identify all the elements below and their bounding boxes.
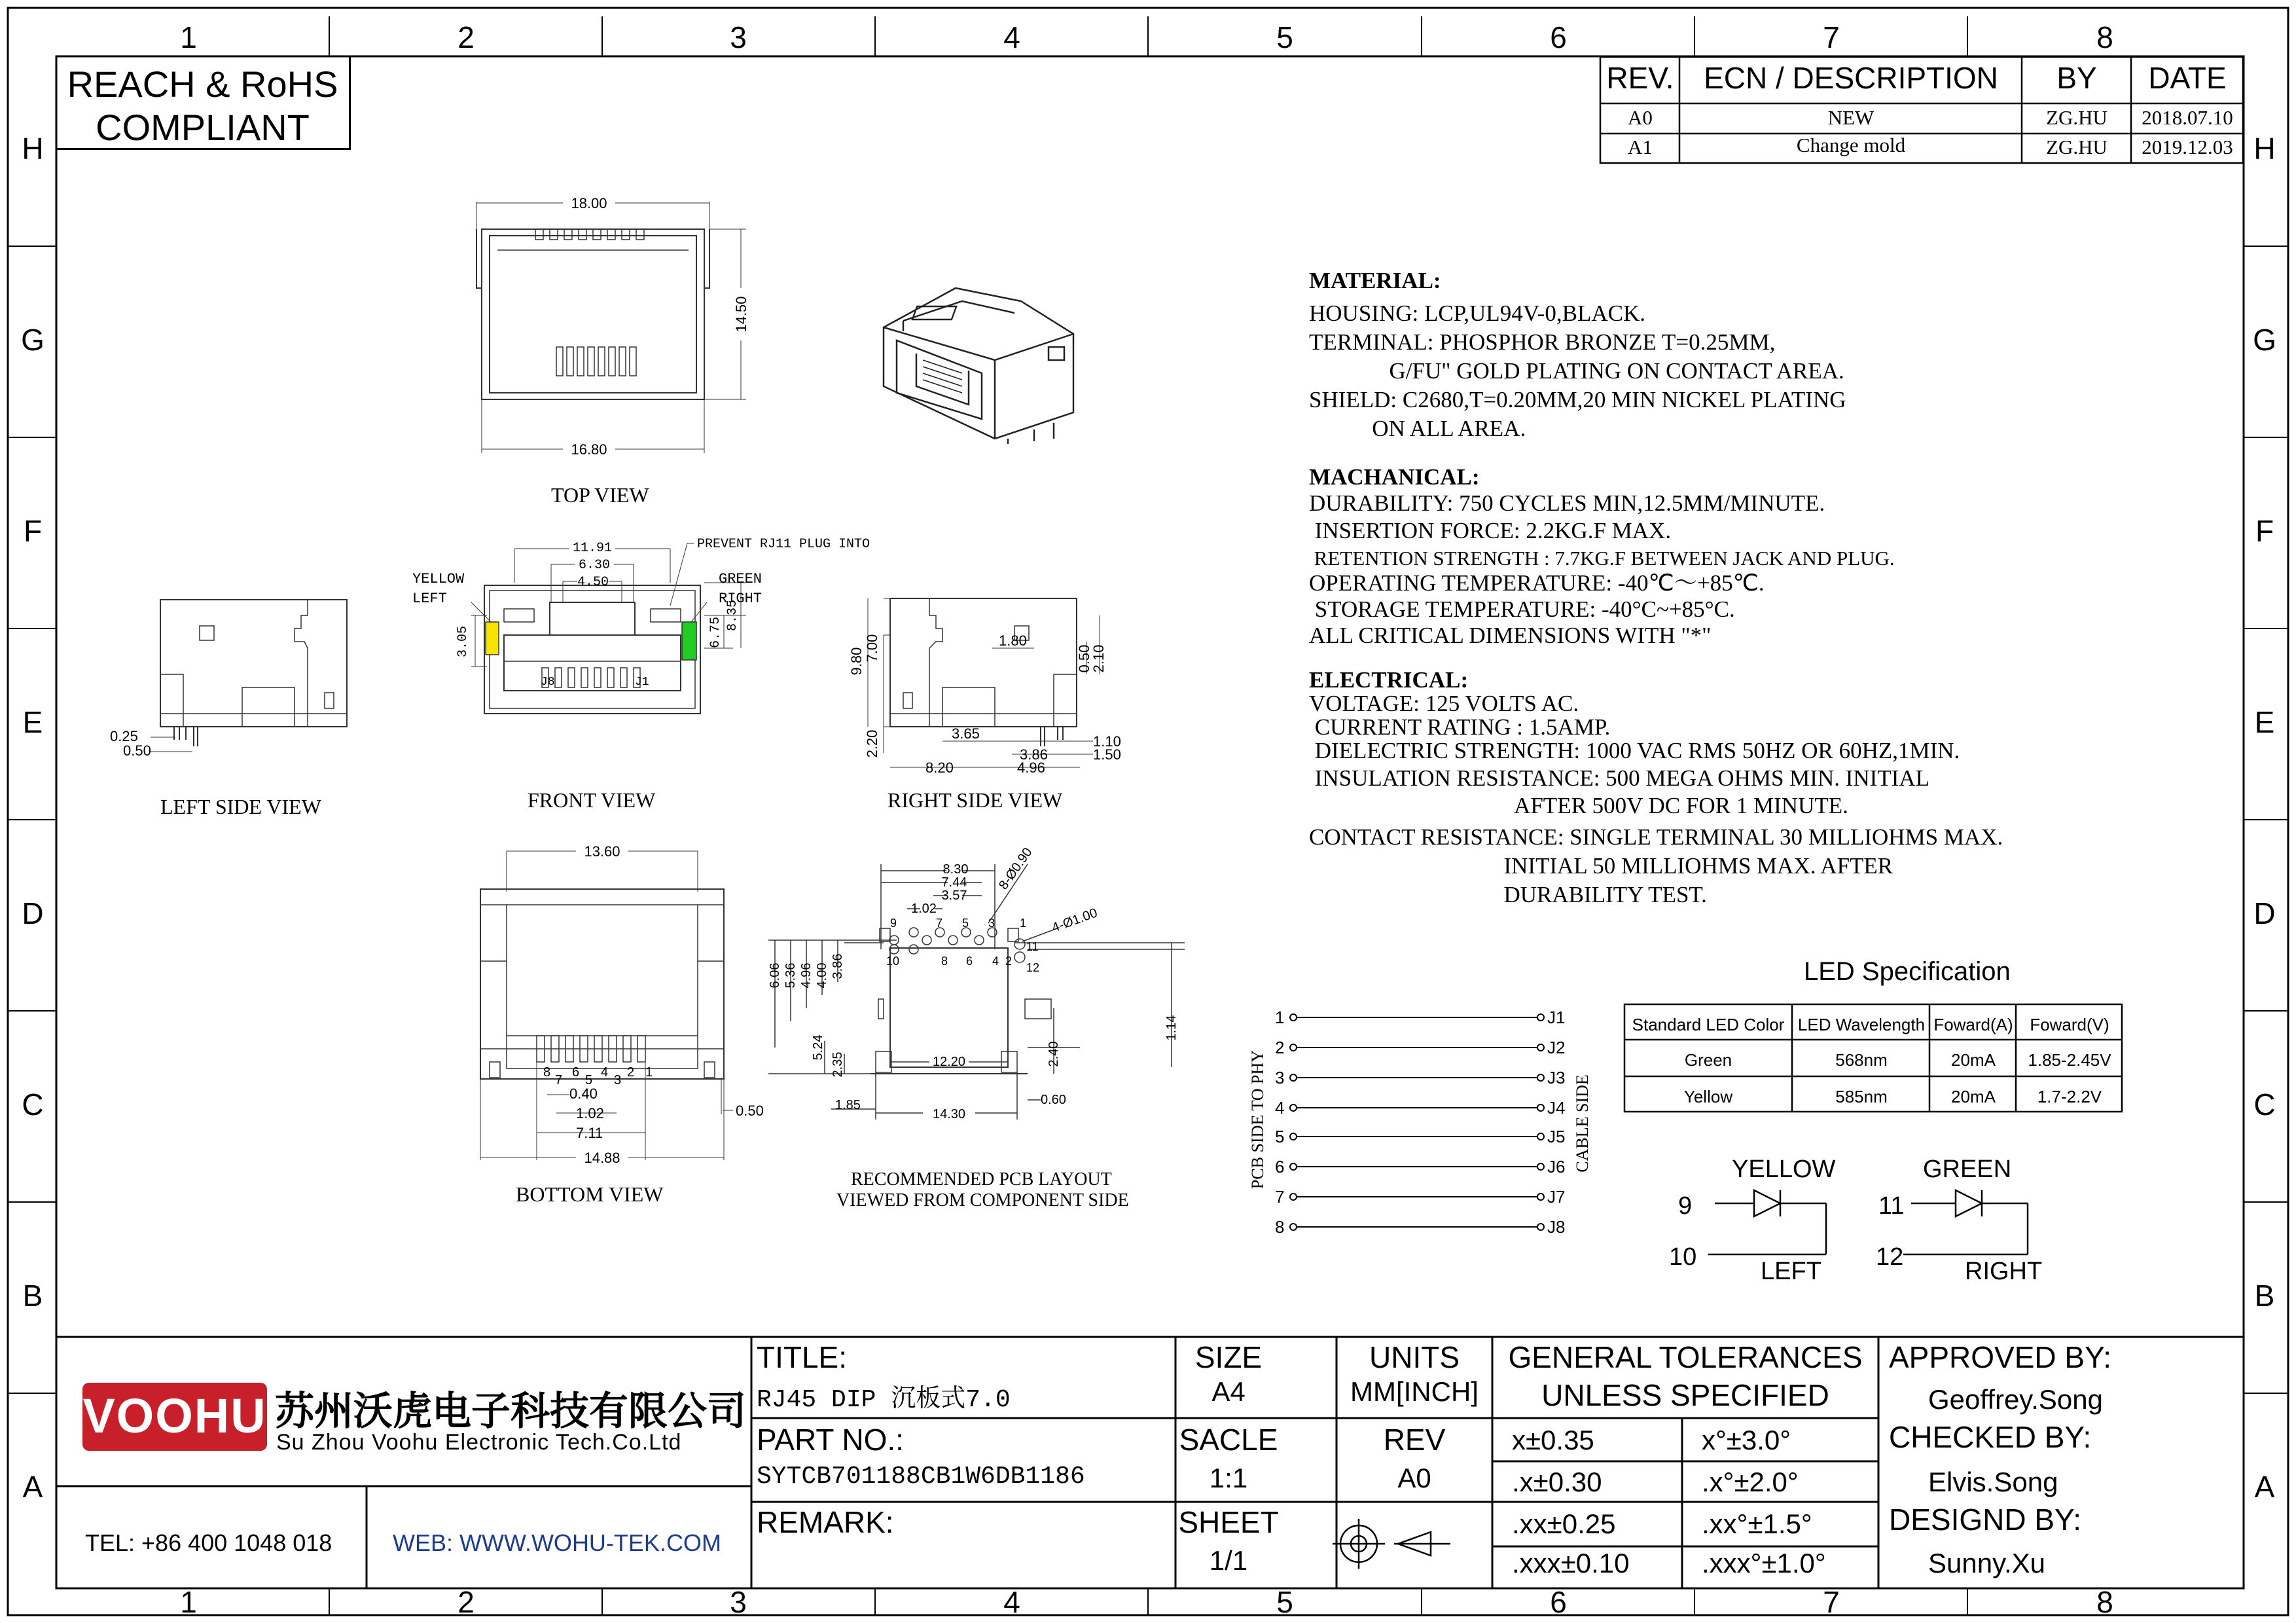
tolerances-title-2: UNLESS SPECIFIED [1541,1378,1829,1412]
checked-label: CHECKED BY: [1889,1420,2092,1454]
schem-left-pin-5: 5 [1275,1127,1285,1146]
material-line-1: HOUSING: LCP,UL94V-0,BLACK. [1309,301,1646,326]
zone-row-e-right: E [2254,705,2275,739]
pcb-layout-label-1: RECOMMENDED PCB LAYOUT [851,1169,1112,1190]
dim-630: 6.30 [578,558,611,573]
dim-980: 9.80 [848,647,865,676]
pcb-hole-100: 4-Ø1.00 [1050,905,1100,936]
pcb-dim-357: 3.57 [941,888,967,903]
yellow-side-label: LEFT [1761,1258,1821,1285]
dim-1680: 16.80 [571,441,607,458]
zone-row-h: H [22,132,44,166]
approved-value: Geoffrey.Song [1928,1384,2103,1415]
cable-side-label: CABLE SIDE [1573,1074,1592,1173]
schem-left-pin-1: 1 [1275,1008,1285,1027]
pcb-dim-386: 3.86 [831,953,845,979]
pcb-pin-10: 10 [886,955,900,968]
compliance-line1: REACH & RoHS [67,64,338,105]
schem-right-pin-j4: J4 [1547,1098,1566,1118]
mechanical-line-1: DURABILITY: 750 CYCLES MIN,12.5MM/MINUTE. [1309,490,1825,516]
rev-row-0-desc: NEW [1827,106,1874,129]
zone-row-d: D [22,896,44,930]
electrical-line-6: CONTACT RESISTANCE: SINGLE TERMINAL 30 MILLIOHMS MAX. [1309,824,2003,850]
material-heading: MATERIAL: [1309,268,1441,293]
dim-675: 6.75 [708,616,723,649]
zone-col-4-bottom: 4 [1003,1585,1020,1619]
schem-right-pin-j6: J6 [1547,1157,1566,1176]
electrical-line-3: DIELECTRIC STRENGTH: 1000 VAC RMS 50HZ OR 60HZ,1MIN. [1309,738,1960,763]
green-pin-11: 11 [1878,1192,1905,1220]
schem-right-pin-j5: J5 [1547,1127,1566,1146]
pcb-pin-3: 3 [988,917,996,930]
green-led-label: GREEN [719,571,762,587]
yellow-led-label: YELLOW [412,571,465,587]
tolerances-title-1: GENERAL TOLERANCES [1508,1340,1863,1374]
zone-col-8-bottom: 8 [2096,1585,2113,1619]
rev-value: A0 [1397,1463,1431,1493]
material-line-3: G/FU" GOLD PLATING ON CONTACT AREA. [1309,358,1844,384]
pcb-pin-12: 12 [1026,961,1040,974]
rev-row-0-date: 2018.07.10 [2142,106,2233,129]
pcb-layout-drawing [766,845,1198,1139]
pcb-side-label: PCB SIDE TO PHY [1248,1049,1267,1190]
approved-label: APPROVED BY: [1889,1340,2112,1374]
bottom-pin-3: 3 [614,1073,622,1087]
zone-col-6: 6 [1550,20,1567,54]
pcb-dim-114: 1.14 [1164,1015,1179,1041]
units-value: MM[INCH] [1350,1376,1479,1407]
zone-col-2: 2 [457,20,475,54]
pcb-dim-400: 4.00 [815,962,829,989]
tolerance-linear-3: .xxx±0.10 [1512,1548,1630,1578]
pcb-dim-744: 7.44 [941,875,967,890]
schem-left-pin-4: 4 [1275,1098,1285,1118]
rev-header-by: BY [2056,61,2097,95]
rev-header-date: DATE [2148,61,2227,95]
mechanical-heading: MACHANICAL: [1309,464,1480,490]
pcb-pin-2: 2 [1005,955,1013,968]
dim-1360: 13.60 [584,843,620,860]
led-row-0-wavelength: 568nm [1835,1050,1888,1070]
tolerance-linear-2: .xx±0.25 [1512,1508,1616,1539]
electrical-line-4: INSULATION RESISTANCE: 500 MEGA OHMS MIN. INITIAL [1309,765,1930,791]
pcb-pin-6: 6 [966,955,973,968]
pcb-dim-1220: 12.20 [932,1055,966,1069]
yellow-pin-9: 9 [1678,1192,1693,1220]
part-no-label: PART NO.: [757,1423,904,1457]
zone-row-f: F [23,514,43,548]
zone-row-g: G [21,323,45,357]
zone-row-h-right: H [2253,132,2276,166]
zone-row-e: E [22,705,43,739]
title-value: RJ45 DIP 沉板式7.0 [757,1386,1011,1414]
dim-365: 3.65 [952,725,980,742]
pcb-dim-536: 5.36 [783,962,798,989]
designed-label: DESIGND BY: [1889,1503,2081,1537]
green-side-label: RIGHT [1965,1258,2043,1285]
schem-left-pin-2: 2 [1275,1038,1285,1057]
pcb-dim-235: 2.35 [831,1051,845,1078]
schem-left-pin-8: 8 [1275,1217,1285,1237]
green-diode-label: GREEN [1923,1156,2012,1183]
rev-row-0-by: ZG.HU [2046,106,2108,129]
dim-025: 0.25 [110,728,138,744]
pin-schematic [1244,995,1610,1244]
pcb-dim-240: 2.40 [1047,1041,1061,1067]
bottom-pin-1: 1 [645,1065,653,1080]
schem-left-pin-7: 7 [1275,1187,1285,1207]
zone-col-6-bottom: 6 [1550,1585,1567,1619]
zone-col-7-bottom: 7 [1823,1585,1840,1619]
zone-row-c: C [22,1087,44,1122]
zone-row-f-right: F [2255,514,2274,548]
bottom-view-label: BOTTOM VIEW [516,1182,664,1206]
bottom-pin-2: 2 [627,1065,635,1080]
led-row-0-current: 20mA [1951,1050,1996,1070]
dim-835: 8.35 [725,599,740,632]
isometric-view-drawing [877,282,1100,445]
dim-220: 2.20 [864,729,880,758]
dim-700: 7.00 [864,634,880,663]
zone-row-c-right: C [2253,1087,2276,1122]
mechanical-line-2: INSERTION FORCE: 2.2KG.F MAX. [1309,518,1672,543]
pcb-dim-830: 8.30 [942,862,969,877]
pcb-pin-1: 1 [1020,917,1027,930]
zone-col-1-bottom: 1 [180,1585,197,1619]
voohu-logo-text: VOOHU [82,1389,267,1443]
material-line-5: ON ALL AREA. [1309,416,1526,441]
led-header-current: Foward(A) [1933,1015,2013,1034]
dim-050-b: 0.50 [736,1103,764,1119]
schem-right-pin-j8: J8 [1547,1217,1566,1237]
front-view-label: FRONT VIEW [528,788,656,812]
electrical-line-5: AFTER 500V DC FOR 1 MINUTE. [1309,793,1848,818]
led-row-0-color: Green [1684,1050,1732,1070]
zone-col-1: 1 [180,20,197,54]
led-row-1-current: 20mA [1951,1087,1996,1106]
pcb-layout-label-2: VIEWED FROM COMPONENT SIDE [836,1190,1129,1211]
schem-right-pin-j1: J1 [1547,1008,1566,1027]
pcb-dim-185: 1.85 [835,1098,861,1112]
pcb-pin-9: 9 [890,917,897,930]
zone-col-3: 3 [730,20,747,54]
pcb-pin-4: 4 [992,955,999,968]
bottom-pin-7: 7 [555,1073,563,1087]
led-row-1-voltage: 1.7-2.2V [2037,1087,2102,1106]
electrical-line-2: CURRENT RATING : 1.5AMP. [1309,714,1611,740]
rev-header-ecn: ECN / DESCRIPTION [1704,61,1998,95]
electrical-heading: ELECTRICAL: [1309,667,1469,693]
checked-value: Elvis.Song [1928,1467,2058,1497]
company-name-cn: 苏州沃虎电子科技有限公司 [275,1389,746,1433]
web-link[interactable]: WEB: WWW.WOHU-TEK.COM [393,1529,721,1556]
zone-col-2-bottom: 2 [457,1585,475,1619]
pcb-pin-8: 8 [941,955,948,968]
dim-386: 3.86 [1020,746,1048,763]
units-label: UNITS [1369,1340,1460,1374]
dim-150: 1.50 [1093,746,1121,763]
dim-450: 4.50 [577,575,609,590]
tolerance-angle-2: .xx°±1.5° [1702,1508,1812,1539]
right-side-view-drawing [844,589,1132,792]
zone-row-b: B [22,1279,43,1313]
compliance-line2: COMPLIANT [96,107,310,148]
electrical-line-7: INITIAL 50 MILLIOHMS MAX. AFTER [1309,853,1893,879]
tolerance-angle-1: .x°±2.0° [1702,1467,1799,1497]
zone-row-d-right: D [2253,896,2276,930]
scale-label: SACLE [1179,1423,1278,1457]
led-row-0-voltage: 1.85-2.45V [2028,1050,2111,1070]
dim-1450: 14.50 [733,296,749,333]
dim-820: 8.20 [925,759,954,776]
tolerance-linear-0: x±0.35 [1512,1425,1594,1455]
dim-210: 2.10 [1090,644,1107,673]
pcb-dim-496: 4.96 [799,962,814,989]
mechanical-retention: RETENTION STRENGTH : 7.7KG.F BETWEEN JACK AND PLUG. [1309,547,1895,570]
rev-row-1-rev: A1 [1628,136,1653,158]
designed-value: Sunny.Xu [1928,1548,2046,1578]
zone-col-5: 5 [1276,20,1293,54]
zone-col-7: 7 [1823,20,1840,54]
yellow-diode-label: YELLOW [1732,1156,1836,1183]
mechanical-line-4: STORAGE TEMPERATURE: -40°C~+85°C. [1309,596,1735,622]
zone-row-g-right: G [2253,323,2276,357]
left-side-view-label: LEFT SIDE VIEW [160,795,321,818]
size-label: SIZE [1194,1340,1263,1374]
bottom-pin-6: 6 [572,1065,580,1080]
sheet-value: 1/1 [1209,1545,1248,1576]
projection-symbol-icon [1333,1519,1450,1569]
top-view-label: TOP VIEW [551,483,649,507]
zone-row-a-right: A [2254,1470,2275,1504]
pcb-dim-606: 6.06 [768,962,782,989]
zone-row-b-right: B [2254,1279,2275,1313]
pcb-pin-7: 7 [936,917,943,930]
pcb-dim-060: 0.60 [1041,1093,1066,1107]
schem-left-pin-3: 3 [1275,1068,1285,1087]
dim-711: 7.11 [576,1125,603,1141]
left-side-view-drawing [105,589,353,773]
zone-col-3-bottom: 3 [730,1585,747,1619]
led-header-wavelength: LED Wavelength [1797,1015,1926,1034]
pin-j1-label: J1 [635,676,649,689]
voohu-logo [82,1383,267,1451]
bottom-pin-4: 4 [601,1065,609,1080]
rev-row-1-by: ZG.HU [2046,136,2108,158]
tolerance-angle-0: x°±3.0° [1702,1425,1791,1455]
dim-496: 4.96 [1017,759,1045,776]
bottom-pin-5: 5 [585,1073,593,1087]
tolerance-angle-3: .xxx°±1.0° [1702,1548,1826,1578]
zone-col-5-bottom: 5 [1276,1585,1293,1619]
pin-j8-label: J8 [541,676,555,689]
dim-1191: 11.91 [572,541,613,556]
material-line-4: SHIELD: C2680,T=0.20MM,20 MIN NICKEL PLATING [1309,387,1846,412]
part-no-value: SYTCB701188CB1W6DB1186 [757,1463,1085,1491]
dim-305: 3.05 [456,625,471,658]
dim-110: 1.10 [1093,733,1121,750]
yellow-pin-10: 10 [1669,1243,1697,1271]
pcb-dim-524: 5.24 [811,1034,825,1061]
prevent-rj11-note: PREVENT RJ11 PLUG INTO [697,537,870,552]
zone-col-4: 4 [1003,20,1020,54]
dim-040: 0.40 [569,1085,598,1102]
mechanical-line-3: OPERATING TEMPERATURE: -40℃～+85℃. [1309,570,1765,596]
electrical-line-1: VOLTAGE: 125 VOLTS AC. [1309,691,1579,716]
schem-right-pin-j2: J2 [1547,1038,1566,1057]
led-spec-title: LED Specification [1804,957,2011,986]
right-led-label: RIGHT [719,591,762,607]
tel-text: TEL: +86 400 1048 018 [85,1529,332,1556]
compliance-box [56,56,351,150]
sheet-label: SHEET [1178,1505,1279,1539]
schem-right-pin-j3: J3 [1547,1068,1566,1087]
zone-row-a: A [22,1470,43,1504]
led-row-1-wavelength: 585nm [1835,1087,1888,1106]
left-led-label: LEFT [412,591,447,607]
rev-header-rev: REV. [1606,61,1674,95]
dim-180: 1.80 [999,632,1027,649]
green-pin-12: 12 [1876,1243,1904,1271]
rev-row-1-desc: Change mold [1796,134,1906,156]
led-header-voltage: Foward(V) [2030,1015,2109,1034]
rev-row-0-rev: A0 [1628,106,1653,129]
pcb-dim-1430: 14.30 [932,1107,966,1122]
electrical-line-8: DURABILITY TEST. [1309,882,1707,907]
right-side-view-label: RIGHT SIDE VIEW [888,788,1063,812]
pcb-pin-11: 11 [1026,940,1039,953]
size-value: A4 [1211,1376,1246,1407]
scale-value: 1:1 [1209,1463,1248,1493]
company-name-en: Su Zhou Voohu Electronic Tech.Co.Ltd [276,1430,682,1455]
pcb-dim-102: 1.02 [911,902,937,916]
dim-050: 0.50 [123,742,151,759]
rev-row-1-date: 2019.12.03 [2142,136,2233,158]
yellow-led-indicator [486,622,499,655]
remark-label: REMARK: [757,1505,894,1539]
tolerance-linear-1: .x±0.30 [1512,1467,1602,1497]
top-view-drawing [458,190,772,465]
title-label: TITLE: [757,1340,848,1374]
bottom-pin-8: 8 [543,1065,551,1080]
led-row-1-color: Yellow [1683,1087,1733,1106]
pcb-hole-090: 8-Ø0.90 [996,845,1035,892]
material-line-2: TERMINAL: PHOSPHOR BRONZE T=0.25MM, [1309,329,1776,355]
led-header-color: Standard LED Color [1632,1015,1785,1034]
dim-1488: 14.88 [584,1150,620,1166]
led-diode-symbols [1662,1148,2055,1299]
green-led-indicator [682,622,696,660]
mechanical-line-5: ALL CRITICAL DIMENSIONS WITH "*" [1309,623,1712,648]
dim-18: 18.00 [571,195,607,211]
schem-right-pin-j7: J7 [1547,1187,1566,1207]
dim-102: 1.02 [576,1105,604,1122]
dim-050-rs: 0.50 [1076,644,1092,673]
rev-label: REV [1383,1423,1446,1457]
schem-left-pin-6: 6 [1275,1157,1285,1176]
zone-col-8: 8 [2096,20,2113,54]
bottom-view-drawing [458,839,764,1180]
pcb-pin-5: 5 [962,917,969,930]
